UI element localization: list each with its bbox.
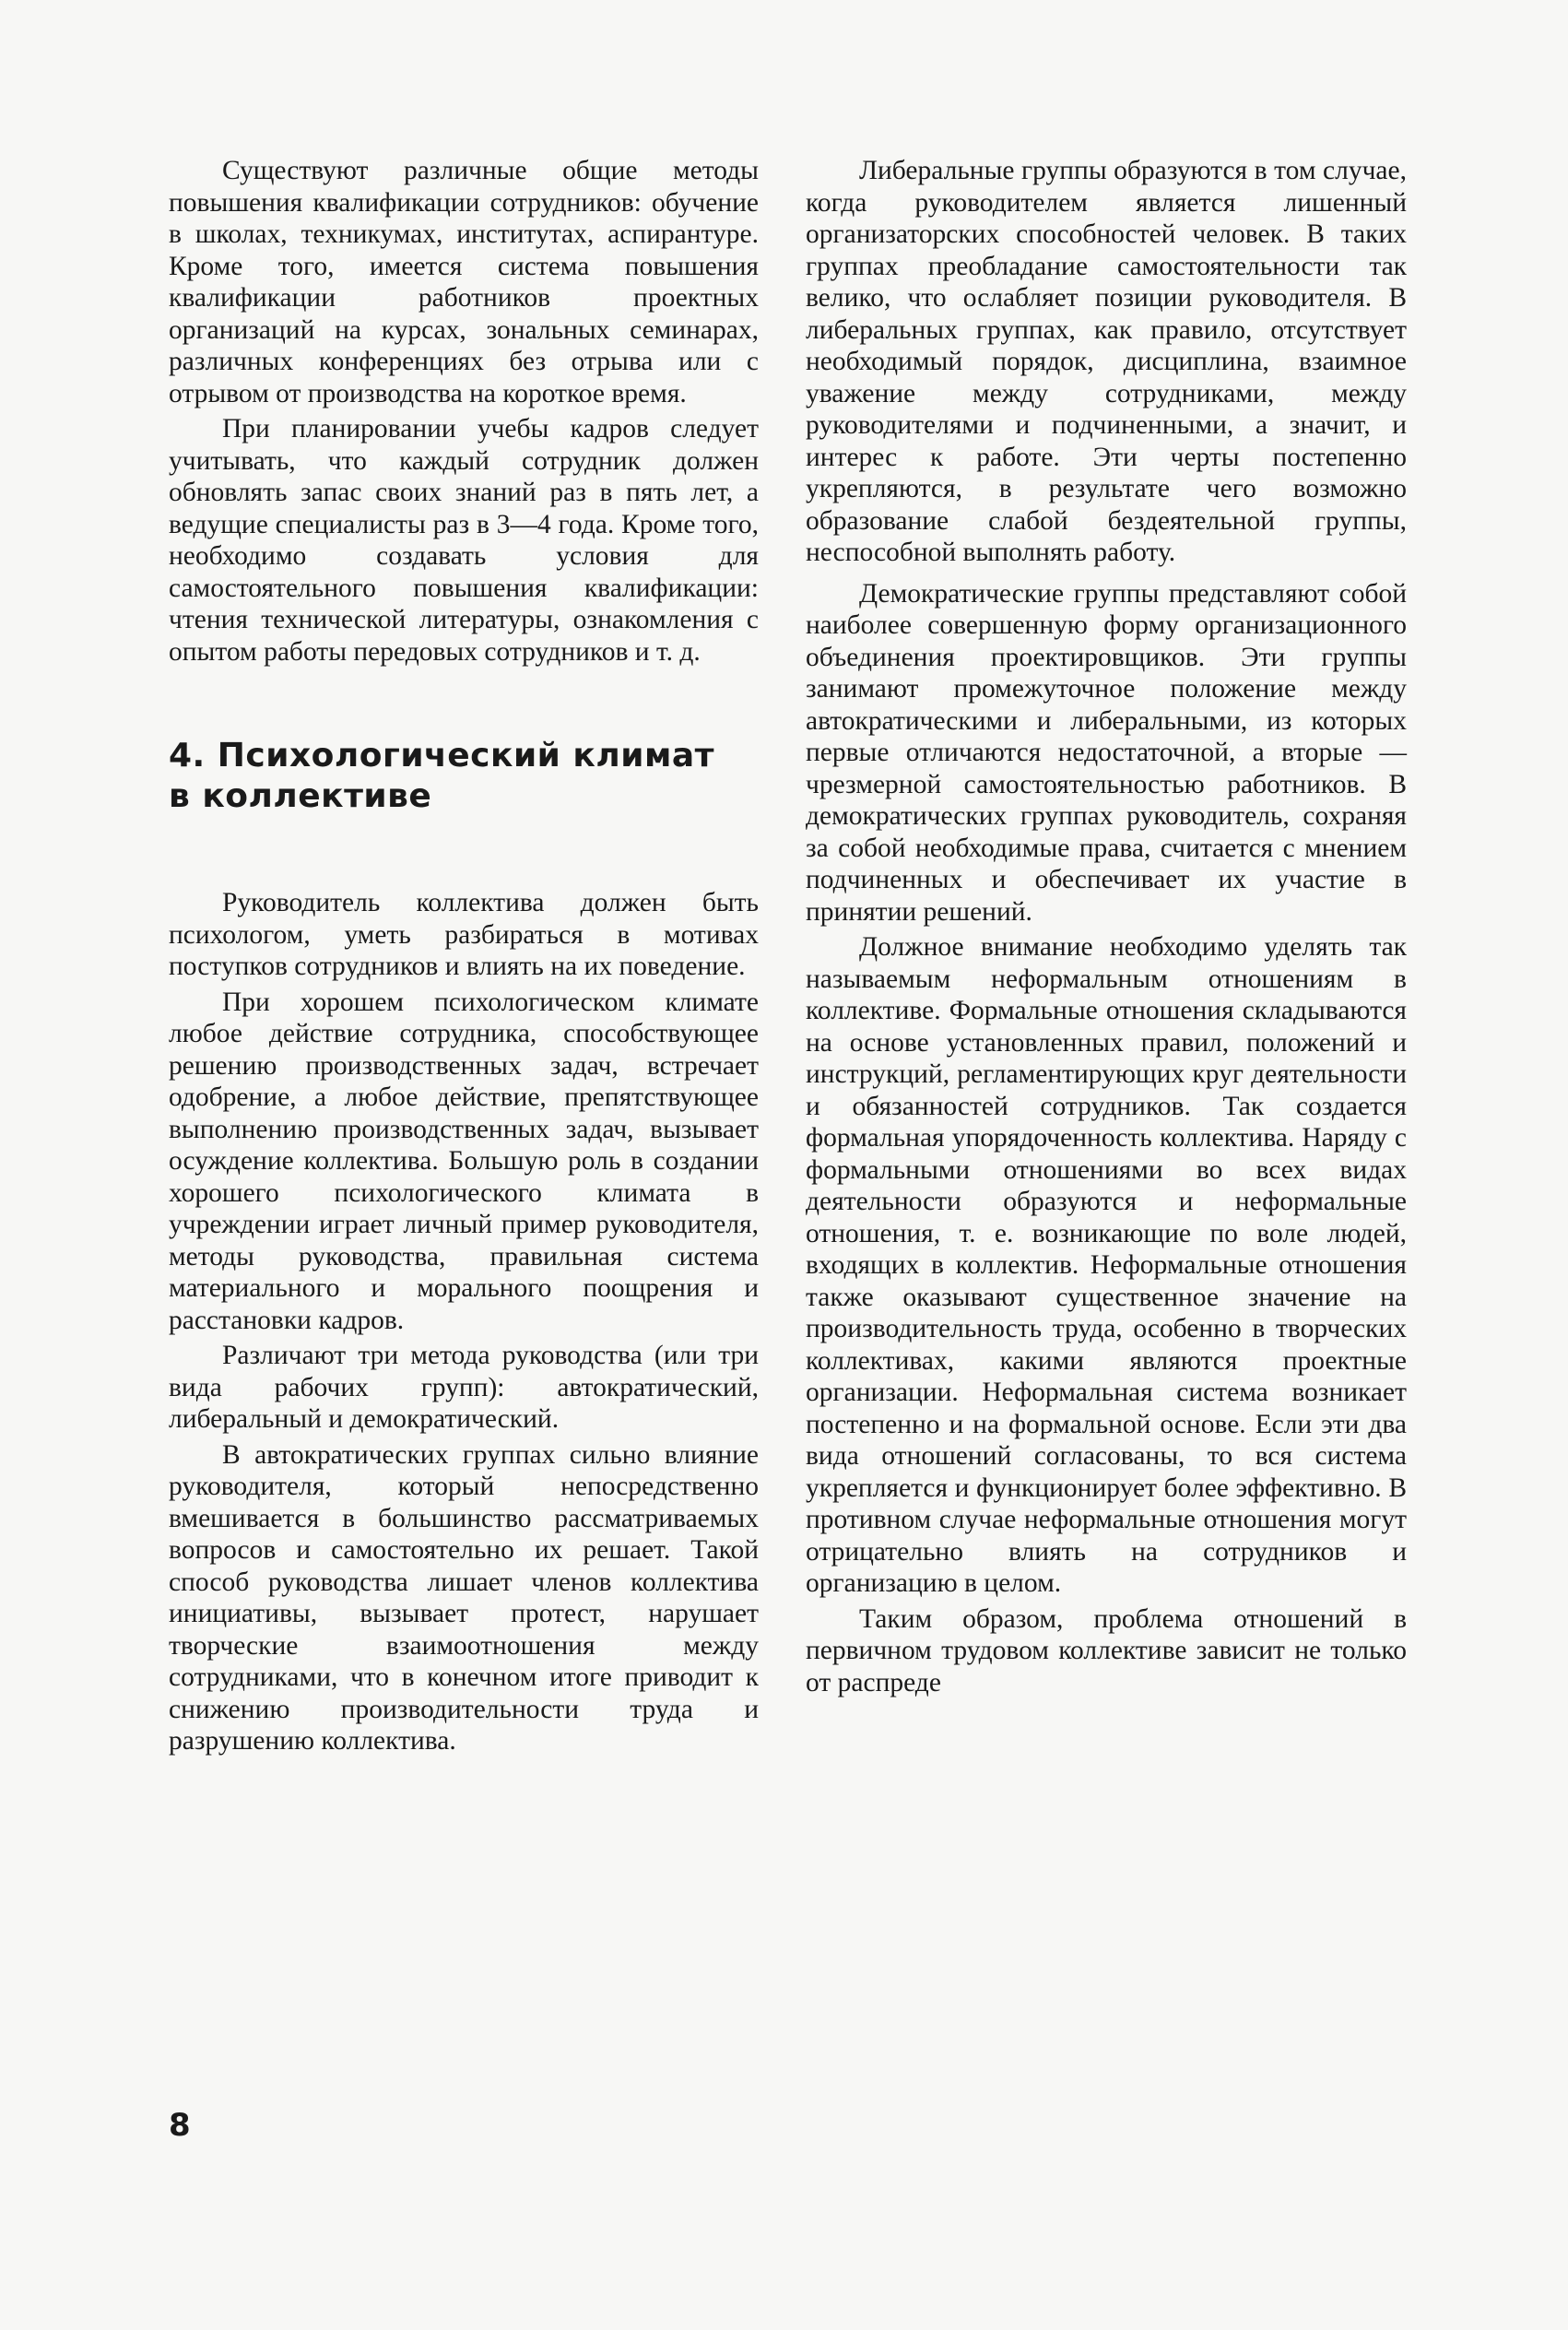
paragraph-good-climate: При хорошем психологическом климате любое действие сотрудника, способствующее решению производственных задач, встречает одобрение, а любое действие, препятствующее выполнению производственных задач, вызывает осуждение коллектива. Большую роль в создании хорошего психологического климата в учреждении играет личный пример руководителя, методы руководства, правильная система материального и морального поощрения и расстановки кадров. [169,987,759,1335]
paragraph-manager-psychologist: Руководитель коллектива должен быть психологом, уметь разбираться в мотивах поступков сотрудников и влиять на их поведение. [169,888,759,981]
paragraph-planning: При планировании учебы кадров следует учитывать, что каждый сотрудник должен обновлять запас своих знаний раз в пять лет, а ведущие специалисты раз в 3—4 года. Кроме того, необходимо создавать условия для самостоятельного повышения квалификации: чтения технической литературы, ознакомления с опытом работы передовых сотрудников и т. д. [169,414,759,667]
paragraph-three-methods: Различают три метода руководства (или три вида рабочих групп): автократический, либеральный и демократический. [169,1341,759,1434]
paragraph-informal-relations: Должное внимание необходимо уделять так называемым неформальным отношениям в коллективе. Формальные отношения складываются на основе установленных правил, положений и инструкций, регламентирующих круг деятельности и обязанностей сотрудников. Так создается формальная упорядоченность коллектива. Наряду с формальными отношениями во всех видах деятельности образуются и неформальные отношения, т. е. возникающие по воле людей, входящих в коллектив. Неформальные отношения также оказывают существенное значение на производительность труда, особенно в творческих коллективах, какими являются проектные организации. Неформальная система возникает постепенно и на формальной основе. Если эти два вида отношений согласованы, то вся система укрепляется и функционирует более эффективно. В противном случае неформальные отношения могут отрицательно влиять на сотрудников и организацию в целом. [806,932,1407,1598]
paragraph-methods: Существуют различные общие методы повышения квалификации сотрудников: обучение в школах, техникумах, институтах, аспирантуре. Кроме того, имеется система повышения квалификации работников проектных организаций на курсах, зональных семинарах, различных конференциях без отрыва или с отрывом от производства на короткое время. [169,156,759,408]
paragraph-autocratic: В автократических группах сильно влияние руководителя, который непосредственно вмешивается в большинство рассматриваемых вопросов и самостоятельно их решает. Такой способ руководства лишает членов коллектива инициативы, вызывает протест, нарушает творческие взаимоотношения между сотрудниками, что в конечном итоге приводит к снижению производительности труда и разрушению коллектива. [169,1439,759,1756]
paragraph-liberal: Либеральные группы образуются в том случае, когда руководителем является лишенный организаторских способностей человек. В таких группах преобладание самостоятельности так велико, что ослабляет позиции руководителя. В либеральных группах, как правило, отсутствует необходимый порядок, дисциплина, взаимное уважение между сотрудниками, между руководителями и подчиненными, а значит, и интерес к работе. Эти черты постепенно укрепляются, в результате чего возможно образование слабой бездеятельной группы, неспособной выполнять работу. [806,156,1407,567]
right-column [806,155,1407,1708]
section-heading-line2: в коллективе [169,777,432,815]
page-number: 8 [169,2107,191,2144]
section-heading [169,736,759,817]
paragraph-conclusion: Таким образом, проблема отношений в первичном трудовом коллективе зависит не только от распреде [806,1603,1407,1697]
left-column [169,155,759,1767]
paragraph-democratic: Демократические группы представляют собой наиболее совершенную форму организационного объединения проектировщиков. Эти группы занимают промежуточное положение между автократическими и либеральными, из которых первые отличаются недостаточной, а вторые — чрезмерной самостоятельностью работников. В демократических группах руководитель, сохраняя за собой необходимые права, считается с мнением подчиненных и обеспечивает их участие в принятии решений. [806,578,1407,927]
section-heading-line1: 4. Психологический климат [169,737,715,775]
